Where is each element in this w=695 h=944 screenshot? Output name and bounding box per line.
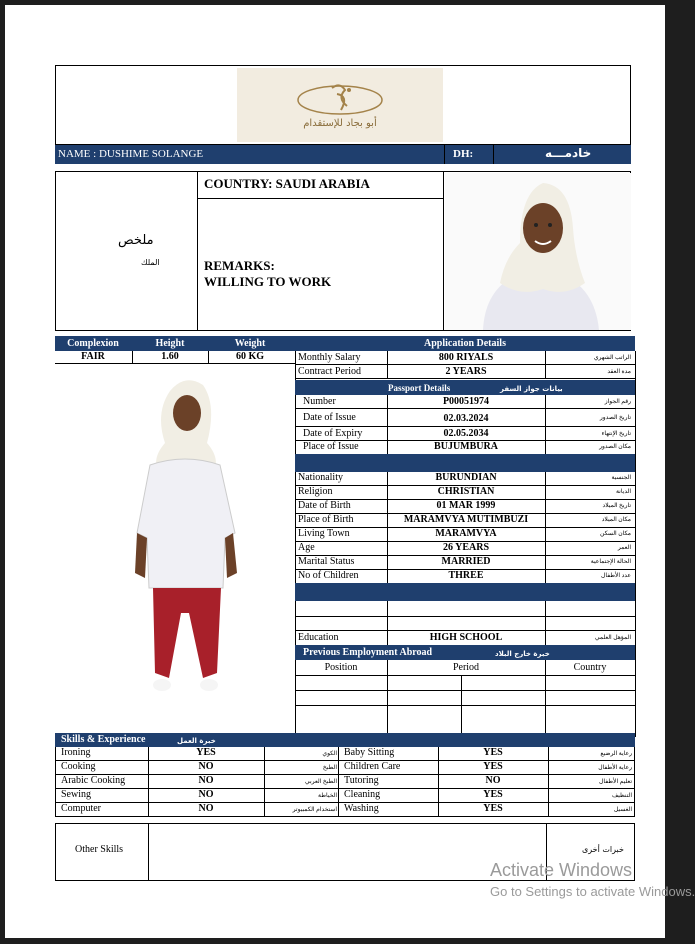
section-separator — [295, 583, 635, 601]
passport-title: Passport Details — [388, 383, 451, 393]
skill-value: YES — [483, 761, 503, 772]
skill-value: NO — [485, 775, 501, 786]
row-value: 800 RIYALS — [438, 352, 494, 363]
company-logo — [237, 68, 443, 142]
row-label: No of Children — [298, 570, 359, 581]
skill-value: YES — [483, 789, 503, 800]
row-label: Religion — [298, 486, 333, 497]
row-value: 26 YEARS — [442, 542, 490, 553]
row-label-ar: تاريخ الميلاد — [602, 503, 631, 509]
personal-row — [295, 570, 635, 584]
row-label: Place of Issue — [303, 441, 359, 452]
row-label: Date of Issue — [303, 412, 356, 423]
windows-watermark-subtitle: Go to Settings to activate Windows. — [490, 884, 695, 899]
row-label-ar: الجنسية — [611, 475, 631, 481]
row-value: 02.03.2024 — [443, 413, 489, 424]
personal-row — [295, 472, 635, 486]
personal-row — [295, 486, 635, 500]
skill-label-ar: رعاية الأطفال — [598, 765, 632, 771]
row-label-ar: الحالة الإجتماعية — [590, 559, 631, 565]
blank-row — [295, 617, 635, 631]
logo-text: أبو بجاد للإستقدام — [303, 118, 377, 129]
row-label: Nationality — [298, 472, 343, 483]
skill-label-ar: تعليم الأطفال — [599, 779, 632, 785]
skill-label: Computer — [61, 803, 101, 814]
full-body-photo — [125, 373, 245, 709]
row-label-ar: مكان الميلاد — [601, 517, 631, 523]
country-field: COUNTRY: SAUDI ARABIA — [204, 176, 370, 191]
row-label: Place of Birth — [298, 514, 354, 525]
personal-row — [295, 514, 635, 528]
row-label: Living Town — [298, 528, 350, 539]
previous-employment-title: Previous Employment Abroad — [303, 647, 433, 658]
skills-row — [55, 789, 635, 803]
skill-label: Tutoring — [344, 775, 379, 786]
row-label: Date of Birth — [298, 500, 351, 511]
row-label: Monthly Salary — [298, 352, 361, 363]
application-title: Application Details — [424, 338, 506, 349]
skill-value: YES — [483, 747, 503, 758]
passport-row — [295, 409, 635, 427]
physical-values-row — [55, 351, 295, 364]
section-separator — [295, 454, 635, 472]
row-label-ar: مدة العقد — [607, 369, 631, 375]
row-value: BURUNDIAN — [435, 472, 497, 483]
skill-value: YES — [196, 747, 216, 758]
previous-employment-header — [295, 645, 635, 660]
passport-row — [295, 441, 635, 454]
portrait-photo — [445, 173, 631, 330]
row-label-ar: تاريخ الإنتهاء — [601, 431, 631, 437]
complexion-header: Complexion — [67, 338, 119, 349]
skills-title-ar: خبرة العمل — [177, 737, 216, 745]
skill-label-ar: الطبخ — [322, 765, 337, 771]
skills-header — [55, 733, 635, 747]
skill-value: YES — [483, 803, 503, 814]
row-label-ar: مكان السكن — [600, 531, 631, 537]
row-label: Number — [303, 396, 336, 407]
skill-label: Cleaning — [344, 789, 381, 800]
skill-label: Children Care — [344, 761, 401, 772]
logo-emblem-icon — [237, 68, 443, 142]
row-value: THREE — [448, 570, 484, 581]
skill-label: Baby Sitting — [344, 747, 395, 758]
skill-value: NO — [198, 775, 214, 786]
height-value: 1.60 — [161, 351, 179, 362]
complexion-value: FAIR — [81, 351, 105, 362]
passport-title-ar: بيانات جواز السفر — [500, 385, 563, 393]
candidate-name: NAME : DUSHIME SOLANGE — [58, 148, 204, 160]
row-value: MARAMVYA — [435, 528, 497, 539]
blank-row — [295, 601, 635, 617]
row-label-ar: عدد الأطفال — [601, 573, 631, 579]
skill-label-ar: الطبخ العربي — [305, 779, 337, 785]
height-header: Height — [155, 338, 185, 349]
skill-label-ar: الكوي — [322, 751, 337, 757]
row-label-ar: العمر — [617, 545, 631, 551]
physical-header — [55, 336, 295, 351]
row-label-ar: تاريخ الصدور — [599, 415, 631, 421]
windows-watermark-title: Activate Windows — [490, 860, 633, 880]
skills-row — [55, 747, 635, 761]
row-value: P00051974 — [442, 396, 490, 407]
education-label-ar: المؤهل العلمي — [594, 635, 631, 641]
row-value: 02.05.2034 — [443, 428, 489, 439]
row-label: Age — [298, 542, 315, 553]
row-value: BUJUMBURA — [434, 441, 498, 452]
personal-row — [295, 500, 635, 514]
position-title-ar: خادمـــه — [545, 146, 592, 160]
employment-columns-row — [295, 660, 635, 676]
cv-page — [5, 5, 695, 938]
row-value: MARAMVYA MUTIMBUZI — [403, 514, 529, 525]
row-value: MARRIED — [441, 556, 491, 567]
summary-sub-ar: الملك — [141, 258, 160, 267]
row-label-ar: رقم الجواز — [604, 399, 631, 405]
row-value: 01 MAR 1999 — [436, 500, 496, 511]
summary-label-ar: ملخص — [118, 233, 154, 248]
weight-header: Weight — [234, 338, 266, 349]
country-column-header: Country — [573, 662, 607, 673]
row-value: 2 YEARS — [445, 366, 487, 377]
skill-value: NO — [198, 761, 214, 772]
row-label-ar: مكان الصدور — [599, 444, 631, 450]
skill-label-ar: استخدام الكمبيوتر — [292, 807, 337, 813]
other-skills-label-ar: خبرات أخرى — [582, 845, 624, 854]
position-column-header: Position — [324, 662, 358, 673]
employment-row — [295, 676, 635, 691]
skill-value: NO — [198, 803, 214, 814]
name-bar — [55, 145, 631, 164]
education-row — [295, 631, 635, 645]
skill-value: NO — [198, 789, 214, 800]
row-value: CHRISTIAN — [437, 486, 495, 497]
skill-label: Sewing — [61, 789, 91, 800]
skill-label-ar: رعاية الرضيع — [600, 751, 632, 757]
personal-row — [295, 542, 635, 556]
dh-label: DH: — [453, 148, 474, 160]
remarks-value: WILLING TO WORK — [204, 274, 332, 289]
skill-label: Arabic Cooking — [61, 775, 126, 786]
skills-row — [55, 803, 635, 817]
row-label: Contract Period — [298, 366, 362, 377]
other-skills-label: Other Skills — [75, 844, 124, 855]
passport-row — [295, 395, 635, 409]
previous-employment-title-ar: خبرة خارج البلاد — [495, 650, 550, 658]
row-label: Date of Expiry — [303, 428, 363, 439]
row-label: Marital Status — [298, 556, 355, 567]
row-label-ar: الديانة — [615, 489, 631, 495]
application-row — [295, 351, 635, 365]
row-label-ar: الراتب الشهري — [593, 355, 631, 361]
skills-title: Skills & Experience — [61, 734, 146, 745]
skills-row — [55, 761, 635, 775]
education-value: HIGH SCHOOL — [429, 632, 503, 643]
passport-header — [295, 380, 635, 395]
skill-label-ar: الخياطة — [318, 793, 337, 799]
remarks-label: REMARKS: — [204, 258, 275, 273]
personal-row — [295, 556, 635, 570]
skill-label: Washing — [344, 803, 379, 814]
application-row — [295, 365, 635, 379]
education-label: Education — [298, 632, 339, 643]
employment-row — [295, 691, 635, 706]
passport-row — [295, 427, 635, 441]
personal-row — [295, 528, 635, 542]
skill-label-ar: الغسيل — [613, 807, 632, 813]
skill-label-ar: التنظيف — [611, 793, 632, 799]
application-header — [295, 336, 635, 351]
skills-row — [55, 775, 635, 789]
skill-label: Cooking — [61, 761, 96, 772]
period-column-header: Period — [452, 662, 480, 673]
weight-value: 60 KG — [235, 351, 265, 362]
skill-label: Ironing — [61, 747, 91, 758]
